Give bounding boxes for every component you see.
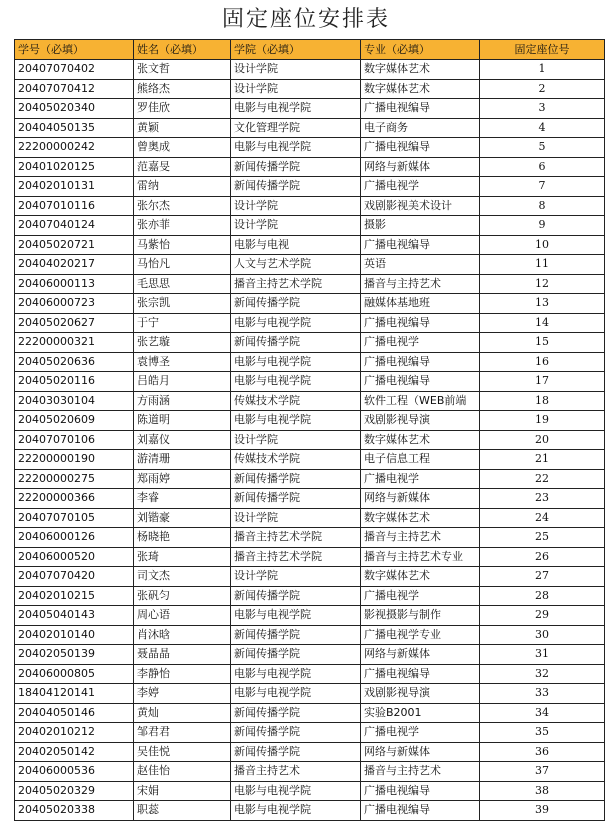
- cell-name: 黄灿: [134, 703, 231, 723]
- cell-major: 实验B2001: [361, 703, 480, 723]
- cell-seat-number: 30: [480, 625, 605, 645]
- header-row: [15, 40, 605, 60]
- cell-college: 新闻传播学院: [231, 645, 361, 665]
- cell-name: 曾奥成: [134, 138, 231, 158]
- cell-major: 播音与主持艺术专业: [361, 547, 480, 567]
- cell-major: 广播电视编导: [361, 99, 480, 119]
- cell-name: 刘锴豪: [134, 508, 231, 528]
- cell-major: 广播电视学专业: [361, 625, 480, 645]
- cell-name: 于宁: [134, 313, 231, 333]
- cell-college: 电影与电视学院: [231, 606, 361, 626]
- cell-student-id: 20405040143: [15, 606, 134, 626]
- cell-seat-number: 3: [480, 99, 605, 119]
- cell-college: 电影与电视学院: [231, 313, 361, 333]
- cell-student-id: 20404020217: [15, 255, 134, 275]
- table-row: [15, 469, 605, 489]
- cell-student-id: 18404120141: [15, 684, 134, 704]
- cell-seat-number: 5: [480, 138, 605, 158]
- cell-major: 广播电视学: [361, 723, 480, 743]
- cell-seat-number: 34: [480, 703, 605, 723]
- header-major: 专业（必填）: [361, 40, 480, 60]
- cell-student-id: 20405020329: [15, 781, 134, 801]
- cell-seat-number: 33: [480, 684, 605, 704]
- cell-seat-number: 35: [480, 723, 605, 743]
- cell-college: 播音主持艺术学院: [231, 547, 361, 567]
- cell-name: 张艺璇: [134, 333, 231, 353]
- cell-name: 李婷: [134, 684, 231, 704]
- cell-major: 广播电视编导: [361, 235, 480, 255]
- cell-college: 新闻传播学院: [231, 333, 361, 353]
- cell-name: 职蕊: [134, 801, 231, 821]
- cell-major: 广播电视编导: [361, 138, 480, 158]
- cell-college: 设计学院: [231, 196, 361, 216]
- cell-seat-number: 13: [480, 294, 605, 314]
- cell-major: 融媒体基地班: [361, 294, 480, 314]
- cell-student-id: 20402010140: [15, 625, 134, 645]
- seat-table: [14, 39, 605, 821]
- table-row: [15, 684, 605, 704]
- cell-college: 文化管理学院: [231, 118, 361, 138]
- cell-college: 新闻传播学院: [231, 586, 361, 606]
- table-row: [15, 781, 605, 801]
- table-row: [15, 528, 605, 548]
- cell-college: 新闻传播学院: [231, 469, 361, 489]
- cell-seat-number: 15: [480, 333, 605, 353]
- cell-college: 传媒技术学院: [231, 391, 361, 411]
- table-row: [15, 586, 605, 606]
- header-student-id: 学号（必填）: [15, 40, 134, 60]
- cell-student-id: 20407070420: [15, 567, 134, 587]
- cell-major: 广播电视学: [361, 333, 480, 353]
- cell-seat-number: 19: [480, 411, 605, 431]
- cell-student-id: 22200000275: [15, 469, 134, 489]
- table-row: [15, 294, 605, 314]
- cell-name: 黄颖: [134, 118, 231, 138]
- cell-name: 张琦: [134, 547, 231, 567]
- table-row: [15, 313, 605, 333]
- cell-major: 电子商务: [361, 118, 480, 138]
- cell-college: 电影与电视学院: [231, 138, 361, 158]
- cell-student-id: 20405020340: [15, 99, 134, 119]
- cell-major: 广播电视编导: [361, 372, 480, 392]
- cell-seat-number: 16: [480, 352, 605, 372]
- table-row: [15, 567, 605, 587]
- cell-student-id: 20402050139: [15, 645, 134, 665]
- cell-seat-number: 27: [480, 567, 605, 587]
- cell-college: 新闻传播学院: [231, 742, 361, 762]
- table-row: [15, 801, 605, 821]
- table-header: [15, 40, 605, 60]
- cell-seat-number: 18: [480, 391, 605, 411]
- table-row: [15, 138, 605, 158]
- cell-seat-number: 8: [480, 196, 605, 216]
- cell-major: 数字媒体艺术: [361, 508, 480, 528]
- cell-student-id: 20402050142: [15, 742, 134, 762]
- cell-seat-number: 2: [480, 79, 605, 99]
- cell-major: 广播电视编导: [361, 781, 480, 801]
- cell-college: 电影与电视: [231, 235, 361, 255]
- cell-seat-number: 21: [480, 450, 605, 470]
- cell-major: 戏剧影视美术设计: [361, 196, 480, 216]
- table-row: [15, 606, 605, 626]
- cell-student-id: 22200000366: [15, 489, 134, 509]
- cell-college: 播音主持艺术学院: [231, 528, 361, 548]
- table-row: [15, 703, 605, 723]
- cell-name: 张亦菲: [134, 216, 231, 236]
- table-row: [15, 60, 605, 80]
- cell-college: 电影与电视学院: [231, 801, 361, 821]
- cell-student-id: 20406000536: [15, 762, 134, 782]
- cell-major: 电子信息工程: [361, 450, 480, 470]
- cell-major: 网络与新媒体: [361, 157, 480, 177]
- cell-seat-number: 6: [480, 157, 605, 177]
- table-row: [15, 411, 605, 431]
- cell-major: 网络与新媒体: [361, 742, 480, 762]
- header-name: 姓名（必填）: [134, 40, 231, 60]
- cell-major: 播音与主持艺术: [361, 528, 480, 548]
- cell-seat-number: 23: [480, 489, 605, 509]
- table-row: [15, 391, 605, 411]
- cell-name: 吕皓月: [134, 372, 231, 392]
- cell-name: 熊络杰: [134, 79, 231, 99]
- cell-name: 吴佳悦: [134, 742, 231, 762]
- cell-student-id: 20401020125: [15, 157, 134, 177]
- cell-college: 电影与电视学院: [231, 352, 361, 372]
- cell-student-id: 20405020636: [15, 352, 134, 372]
- cell-student-id: 20407070105: [15, 508, 134, 528]
- cell-major: 影视摄影与制作: [361, 606, 480, 626]
- cell-student-id: 20406000126: [15, 528, 134, 548]
- table-row: [15, 177, 605, 197]
- cell-college: 设计学院: [231, 79, 361, 99]
- cell-college: 电影与电视学院: [231, 99, 361, 119]
- cell-college: 设计学院: [231, 508, 361, 528]
- cell-student-id: 20404050146: [15, 703, 134, 723]
- table-row: [15, 742, 605, 762]
- cell-seat-number: 7: [480, 177, 605, 197]
- cell-college: 新闻传播学院: [231, 177, 361, 197]
- cell-seat-number: 39: [480, 801, 605, 821]
- cell-major: 播音与主持艺术: [361, 274, 480, 294]
- cell-name: 毛思思: [134, 274, 231, 294]
- cell-name: 袁博圣: [134, 352, 231, 372]
- table-row: [15, 664, 605, 684]
- cell-major: 广播电视学: [361, 586, 480, 606]
- cell-college: 设计学院: [231, 430, 361, 450]
- cell-name: 刘嘉仪: [134, 430, 231, 450]
- cell-college: 新闻传播学院: [231, 723, 361, 743]
- cell-college: 设计学院: [231, 567, 361, 587]
- cell-name: 范嘉旻: [134, 157, 231, 177]
- cell-seat-number: 4: [480, 118, 605, 138]
- cell-major: 数字媒体艺术: [361, 430, 480, 450]
- cell-student-id: 20405020116: [15, 372, 134, 392]
- cell-major: 网络与新媒体: [361, 645, 480, 665]
- cell-name: 张宗凯: [134, 294, 231, 314]
- cell-student-id: 20407070412: [15, 79, 134, 99]
- cell-name: 李静怡: [134, 664, 231, 684]
- table-row: [15, 762, 605, 782]
- cell-seat-number: 28: [480, 586, 605, 606]
- table-row: [15, 235, 605, 255]
- cell-college: 新闻传播学院: [231, 157, 361, 177]
- cell-name: 方雨涵: [134, 391, 231, 411]
- cell-seat-number: 20: [480, 430, 605, 450]
- table-row: [15, 196, 605, 216]
- cell-name: 杨晓艳: [134, 528, 231, 548]
- cell-college: 播音主持艺术学院: [231, 274, 361, 294]
- cell-name: 赵佳怡: [134, 762, 231, 782]
- cell-name: 聂晶晶: [134, 645, 231, 665]
- cell-seat-number: 9: [480, 216, 605, 236]
- cell-seat-number: 29: [480, 606, 605, 626]
- table-row: [15, 508, 605, 528]
- cell-student-id: 20407040124: [15, 216, 134, 236]
- cell-student-id: 20402010215: [15, 586, 134, 606]
- cell-name: 周心语: [134, 606, 231, 626]
- cell-college: 设计学院: [231, 60, 361, 80]
- cell-major: 数字媒体艺术: [361, 60, 480, 80]
- cell-name: 张文哲: [134, 60, 231, 80]
- cell-major: 软件工程（WEB前端: [361, 391, 480, 411]
- table-row: [15, 547, 605, 567]
- cell-name: 宋娟: [134, 781, 231, 801]
- cell-student-id: 20406000520: [15, 547, 134, 567]
- cell-major: 戏剧影视导演: [361, 684, 480, 704]
- table-row: [15, 450, 605, 470]
- cell-name: 郑雨婷: [134, 469, 231, 489]
- cell-major: 数字媒体艺术: [361, 79, 480, 99]
- table-row: [15, 430, 605, 450]
- cell-seat-number: 11: [480, 255, 605, 275]
- cell-college: 新闻传播学院: [231, 625, 361, 645]
- cell-student-id: 20407070402: [15, 60, 134, 80]
- table-row: [15, 216, 605, 236]
- cell-student-id: 20406000113: [15, 274, 134, 294]
- cell-name: 游清珊: [134, 450, 231, 470]
- cell-student-id: 20406000723: [15, 294, 134, 314]
- cell-name: 司文杰: [134, 567, 231, 587]
- cell-major: 播音与主持艺术: [361, 762, 480, 782]
- cell-student-id: 22200000190: [15, 450, 134, 470]
- cell-seat-number: 37: [480, 762, 605, 782]
- cell-seat-number: 17: [480, 372, 605, 392]
- cell-seat-number: 10: [480, 235, 605, 255]
- cell-name: 陈道明: [134, 411, 231, 431]
- cell-student-id: 22200000242: [15, 138, 134, 158]
- cell-student-id: 20407010116: [15, 196, 134, 216]
- table-row: [15, 333, 605, 353]
- cell-seat-number: 36: [480, 742, 605, 762]
- table-row: [15, 157, 605, 177]
- table-row: [15, 274, 605, 294]
- table-row: [15, 723, 605, 743]
- cell-name: 雷纳: [134, 177, 231, 197]
- header-college: 学院（必填）: [231, 40, 361, 60]
- cell-college: 电影与电视学院: [231, 781, 361, 801]
- cell-major: 广播电视学: [361, 469, 480, 489]
- cell-student-id: 20405020627: [15, 313, 134, 333]
- cell-name: 马紫怡: [134, 235, 231, 255]
- cell-student-id: 20406000805: [15, 664, 134, 684]
- cell-college: 新闻传播学院: [231, 703, 361, 723]
- cell-major: 数字媒体艺术: [361, 567, 480, 587]
- cell-college: 电影与电视学院: [231, 372, 361, 392]
- cell-seat-number: 32: [480, 664, 605, 684]
- cell-major: 摄影: [361, 216, 480, 236]
- cell-student-id: 20407070106: [15, 430, 134, 450]
- cell-student-id: 20405020338: [15, 801, 134, 821]
- cell-major: 广播电视编导: [361, 664, 480, 684]
- cell-college: 人文与艺术学院: [231, 255, 361, 275]
- cell-college: 设计学院: [231, 216, 361, 236]
- cell-major: 广播电视编导: [361, 801, 480, 821]
- cell-name: 邹君君: [134, 723, 231, 743]
- table-row: [15, 352, 605, 372]
- cell-college: 电影与电视学院: [231, 684, 361, 704]
- cell-student-id: 22200000321: [15, 333, 134, 353]
- cell-seat-number: 24: [480, 508, 605, 528]
- table-row: [15, 625, 605, 645]
- cell-student-id: 20404050135: [15, 118, 134, 138]
- cell-major: 网络与新媒体: [361, 489, 480, 509]
- cell-major: 广播电视编导: [361, 313, 480, 333]
- cell-name: 罗佳欣: [134, 99, 231, 119]
- cell-seat-number: 26: [480, 547, 605, 567]
- cell-name: 李睿: [134, 489, 231, 509]
- cell-college: 电影与电视学院: [231, 664, 361, 684]
- table-body: [15, 60, 605, 821]
- cell-name: 张矾匀: [134, 586, 231, 606]
- cell-major: 广播电视学: [361, 177, 480, 197]
- table-row: [15, 79, 605, 99]
- cell-seat-number: 1: [480, 60, 605, 80]
- cell-college: 播音主持艺术: [231, 762, 361, 782]
- cell-major: 英语: [361, 255, 480, 275]
- cell-student-id: 20402010131: [15, 177, 134, 197]
- cell-name: 肖沐晗: [134, 625, 231, 645]
- cell-student-id: 20403030104: [15, 391, 134, 411]
- cell-seat-number: 22: [480, 469, 605, 489]
- header-seat-number: 固定座位号: [480, 40, 605, 60]
- cell-name: 张尔杰: [134, 196, 231, 216]
- cell-seat-number: 38: [480, 781, 605, 801]
- cell-name: 马怡凡: [134, 255, 231, 275]
- cell-seat-number: 25: [480, 528, 605, 548]
- table-row: [15, 372, 605, 392]
- cell-college: 传媒技术学院: [231, 450, 361, 470]
- table-row: [15, 645, 605, 665]
- page-title: 固定座位安排表: [221, 7, 390, 32]
- table-row: [15, 489, 605, 509]
- table-row: [15, 118, 605, 138]
- cell-major: 戏剧影视导演: [361, 411, 480, 431]
- cell-college: 新闻传播学院: [231, 294, 361, 314]
- cell-college: 新闻传播学院: [231, 489, 361, 509]
- cell-seat-number: 14: [480, 313, 605, 333]
- cell-student-id: 20405020609: [15, 411, 134, 431]
- cell-seat-number: 12: [480, 274, 605, 294]
- table-row: [15, 255, 605, 275]
- cell-student-id: 20405020721: [15, 235, 134, 255]
- cell-major: 广播电视编导: [361, 352, 480, 372]
- cell-seat-number: 31: [480, 645, 605, 665]
- table-row: [15, 99, 605, 119]
- cell-student-id: 20402010212: [15, 723, 134, 743]
- cell-college: 电影与电视学院: [231, 411, 361, 431]
